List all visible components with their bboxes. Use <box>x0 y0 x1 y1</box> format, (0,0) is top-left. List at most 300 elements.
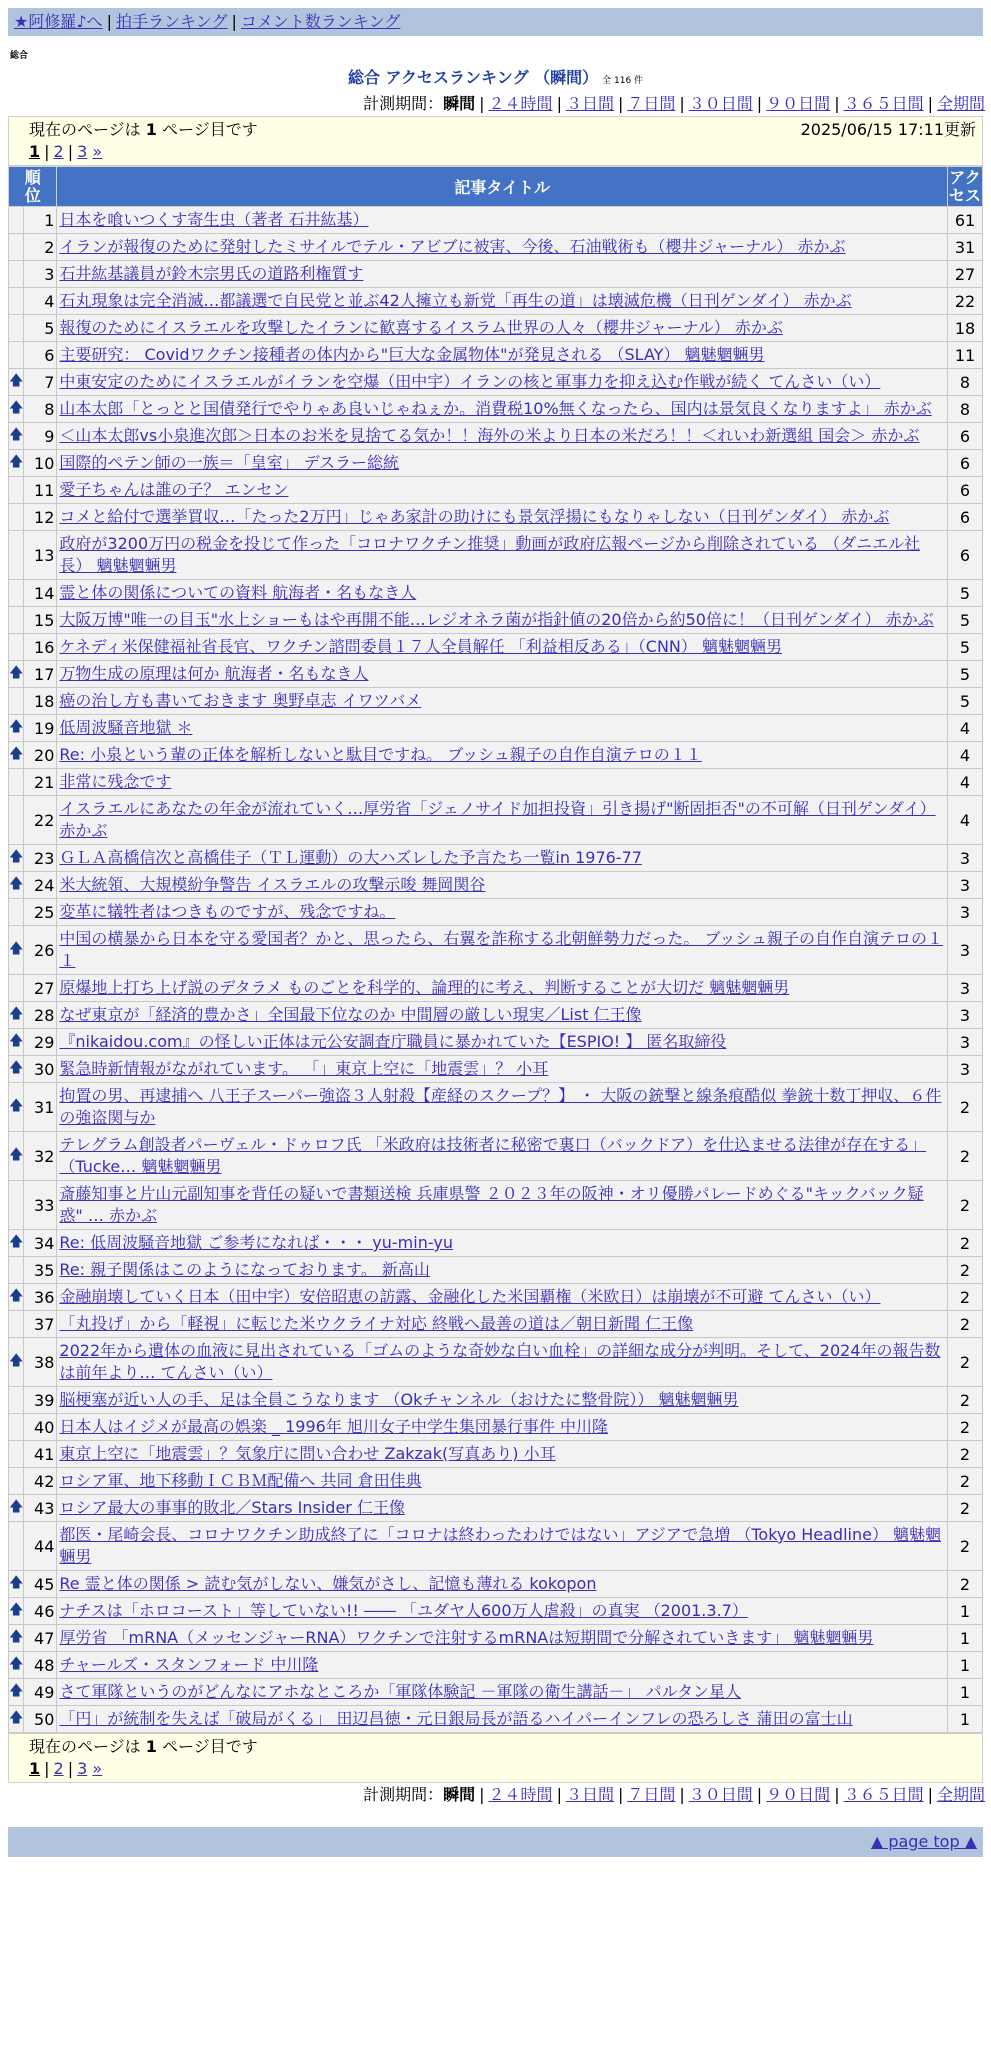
table-row <box>9 1522 983 1571</box>
rank-change-cell <box>9 288 24 315</box>
table-row <box>9 1083 983 1132</box>
footer-bar <box>8 1827 983 1857</box>
table-row <box>9 1311 983 1338</box>
article-link[interactable]: 霊と体の関係についての資料 航海者・名もなき人 <box>59 583 417 602</box>
table-row <box>9 1679 983 1706</box>
rank-number: 1 <box>24 207 57 234</box>
article-title-cell <box>57 1311 948 1338</box>
up-arrow-icon: 🡅 <box>9 1033 24 1049</box>
period-separator: | <box>927 1785 933 1804</box>
article-link[interactable]: 斎藤知事と片山元副知事を背任の疑いで書類送検 兵庫県警 ２０２３年の阪神・オリ優勝パレードめぐる"キックバック疑惑" … 赤かぶ <box>59 1184 924 1225</box>
article-title-cell <box>57 1652 948 1679</box>
article-title-cell <box>57 261 948 288</box>
up-arrow-icon: 🡅 <box>9 1353 24 1369</box>
access-count: 1 <box>948 1652 983 1679</box>
rank-change-cell <box>9 1522 24 1571</box>
rank-change-cell <box>9 975 24 1002</box>
rank-number: 33 <box>24 1181 57 1230</box>
access-count: 3 <box>948 1029 983 1056</box>
article-link[interactable]: 主要研究： Covidワクチン接種者の体内から"巨大な金属物体"が発見される （SLAY） 魑魅魍魎男 <box>59 345 765 364</box>
table-row <box>9 234 983 261</box>
rank-number: 4 <box>24 288 57 315</box>
rank-number: 41 <box>24 1441 57 1468</box>
access-count: 2 <box>948 1495 983 1522</box>
article-link[interactable]: 日本人はイジメが最高の娯楽 _ 1996年 旭川女子中学生集団暴行事件 中川隆 <box>59 1417 608 1436</box>
period-option-link[interactable]: ３６５日間 <box>843 1785 924 1804</box>
period-selector-top <box>0 92 991 116</box>
up-arrow-icon: 🡅 <box>9 1710 24 1726</box>
article-link[interactable]: テレグラム創設者パーヴェル・ドゥロフ氏 「米政府は技術者に秘密で裏口（バックドア）を仕込ませる法律が存在する」（Tucke… 魑魅魍魎男 <box>59 1135 927 1176</box>
article-title-cell <box>57 396 948 423</box>
period-option-link[interactable]: ３０日間 <box>688 94 753 113</box>
article-link[interactable]: 中東安定のためにイスラエルがイランを空爆（田中宇）イランの核と軍事力を抑え込む作戦が続く てんさい（い） <box>59 372 881 391</box>
period-separator: | <box>556 1785 562 1804</box>
article-link[interactable]: Re: 低周波騒音地獄 ご参考になれば・・・ yu-min-yu <box>59 1233 453 1252</box>
period-separator: | <box>556 94 562 113</box>
article-link[interactable]: なぜ東京が「経済的豊かさ」全国最下位なのか 中間層の厳しい現実／List 仁王像 <box>59 1005 642 1024</box>
period-option-link[interactable]: ２４時間 <box>488 1785 553 1804</box>
up-arrow-icon: 🡅 <box>9 1629 24 1645</box>
current-page-number: 1 <box>145 120 157 139</box>
rank-number: 2 <box>24 234 57 261</box>
article-link[interactable]: 「円」が統制を失えば「破局がくる」 田辺昌徳・元日銀局長が語るハイパーインフレの恐ろしさ 蒲田の富士山 <box>59 1709 853 1728</box>
table-row <box>9 1495 983 1522</box>
rank-number: 3 <box>24 261 57 288</box>
table-row <box>9 1625 983 1652</box>
access-header: アク セス <box>949 167 982 205</box>
up-arrow-icon: 🡅 <box>9 400 24 416</box>
article-link[interactable]: 『nikaidou.com』の怪しい正体は元公安調査庁職員に暴かれていた【ESPIO! 】 匿名取締役 <box>59 1032 727 1051</box>
page-link[interactable]: 3 <box>77 1759 88 1778</box>
article-title-cell <box>57 1181 948 1230</box>
article-link[interactable]: 拘置の男、再逮捕へ 八王子スーパー強盗３人射殺【産経のスクープ？】 ・ 大阪の銃撃と線条痕酷似 拳銃十数丁押収、６件の強盗関与か <box>59 1086 942 1127</box>
rank-number: 7 <box>24 369 57 396</box>
rank-change-cell <box>9 607 24 634</box>
table-row <box>9 531 983 580</box>
table-row <box>9 1284 983 1311</box>
table-row <box>9 1257 983 1284</box>
article-link[interactable]: 大阪万博"唯一の目玉"水上ショーもはや再開不能…レジオネラ菌が指針値の20倍から約50倍に！（日刊ゲンダイ） 赤かぶ <box>59 610 934 629</box>
article-link[interactable]: 愛子ちゃんは誰の子？ エンセン <box>59 480 289 499</box>
article-link[interactable]: コメと給付で選挙買収…「たった2万円」じゃあ家計の助けにも景気浮揚にもなりゃしない（日刊ゲンダイ） 赤かぶ <box>59 507 890 526</box>
table-row <box>9 1441 983 1468</box>
up-arrow-icon: 🡅 <box>9 941 24 957</box>
rank-change-cell <box>9 207 24 234</box>
table-row <box>9 1706 983 1733</box>
rank-number: 43 <box>24 1495 57 1522</box>
rank-number: 35 <box>24 1257 57 1284</box>
page-title <box>0 67 991 92</box>
article-title-cell <box>57 1706 948 1733</box>
title-header: 記事タイトル <box>57 167 948 207</box>
table-row <box>9 661 983 688</box>
table-row <box>9 975 983 1002</box>
article-title-cell <box>57 634 948 661</box>
table-row <box>9 1652 983 1679</box>
rank-number: 23 <box>24 845 57 872</box>
article-link[interactable]: 国際的ペテン師の一族＝「皇室」 デスラー総統 <box>59 453 400 472</box>
up-arrow-icon: 🡅 <box>9 1234 24 1250</box>
home-link[interactable]: ★阿修羅♪へ <box>14 12 103 31</box>
rank-change-cell <box>9 1311 24 1338</box>
rank-number: 12 <box>24 504 57 531</box>
table-row <box>9 342 983 369</box>
rank-number: 32 <box>24 1132 57 1181</box>
rank-number: 30 <box>24 1056 57 1083</box>
page-link[interactable]: 2 <box>53 1759 64 1778</box>
rank-change-cell <box>9 1181 24 1230</box>
article-link[interactable]: 低周波騒音地獄 ＊ <box>59 718 193 737</box>
article-link[interactable]: 変革に犠牲者はつきものですが、残念ですね。 <box>59 902 396 921</box>
article-title-cell <box>57 1284 948 1311</box>
article-link[interactable]: 米大統領、大規模紛争警告 イスラエルの攻撃示唆 舞岡関谷 <box>59 875 486 894</box>
rank-change-cell <box>9 504 24 531</box>
article-link[interactable]: ロシア最大の事事的敗北／Stars Insider 仁王像 <box>59 1498 405 1517</box>
up-arrow-icon: 🡅 <box>9 1098 24 1114</box>
rank-number: 26 <box>24 926 57 975</box>
article-title-cell <box>57 1132 948 1181</box>
rank-change-cell <box>9 1468 24 1495</box>
period-separator: | <box>834 1785 840 1804</box>
article-title-cell <box>57 899 948 926</box>
article-link[interactable]: 非常に残念です <box>59 772 172 791</box>
article-link[interactable]: ＜山本太郎vs小泉進次郎＞日本のお米を見捨てる気か！！海外の米より日本の米だろ！！＜れいわ新選組 国会＞ 赤かぶ <box>59 426 920 445</box>
period-option-link[interactable]: 全期間 <box>936 1785 985 1804</box>
table-row <box>9 796 983 845</box>
rank-number: 13 <box>24 531 57 580</box>
article-title-cell <box>57 1495 948 1522</box>
period-option-link[interactable]: ９０日間 <box>766 94 831 113</box>
article-link[interactable]: イランが報復のために発射したミサイルでテル・アビブに被害、今後、石油戦術も（櫻井ジャーナル） 赤かぶ <box>59 237 846 256</box>
article-title-cell <box>57 207 948 234</box>
article-link[interactable]: 東京上空に「地震雲」？気象庁に問い合わせ Zakzak(写真あり) 小耳 <box>59 1444 556 1463</box>
period-current: 瞬間 <box>443 94 476 113</box>
ranking-table <box>8 166 983 1733</box>
rank-change-cell <box>9 261 24 288</box>
period-option-link[interactable]: ３６５日間 <box>843 94 924 113</box>
access-count: 4 <box>948 742 983 769</box>
rank-change-cell <box>9 423 24 450</box>
article-link[interactable]: ＧＬＡ高橋信次と高橋佳子（ＴＬ運動）の大ハズレした予言たち一覧in 1976-77 <box>59 848 642 867</box>
table-row <box>9 1414 983 1441</box>
rank-change-cell <box>9 1598 24 1625</box>
article-link[interactable]: 山本太郎「とっとと国債発行でやりゃあ良いじゃねぇか。消費税10%無くなったら、国内は景気良くなりますよ」 赤かぶ <box>59 399 932 418</box>
access-count: 1 <box>948 1706 983 1733</box>
article-link[interactable]: 金融崩壊していく日本（田中宇）安倍昭恵の訪露、金融化した米国覇権（米欧日）は崩壊が不可避 てんさい（い） <box>59 1287 881 1306</box>
article-link[interactable]: Re: 親子関係はこのようになっております。 新高山 <box>59 1260 430 1279</box>
table-row <box>9 1002 983 1029</box>
article-title-cell <box>57 1002 948 1029</box>
article-title-cell <box>57 1441 948 1468</box>
table-row <box>9 261 983 288</box>
table-row <box>9 315 983 342</box>
rank-number: 15 <box>24 607 57 634</box>
rank-number: 17 <box>24 661 57 688</box>
rank-number: 47 <box>24 1625 57 1652</box>
period-option-link[interactable]: ７日間 <box>627 1785 676 1804</box>
paging-box-top <box>8 116 983 166</box>
rank-change-cell <box>9 234 24 261</box>
article-title-cell <box>57 1598 948 1625</box>
period-separator: | <box>617 94 624 113</box>
rank-number: 50 <box>24 1706 57 1733</box>
rank-change-cell <box>9 872 24 899</box>
rank-change-cell <box>9 1679 24 1706</box>
article-link[interactable]: 石丸現象は完全消滅…都議選で自民党と並ぶ42人擁立も新党「再生の道」は壊滅危機（日刊ゲンダイ） 赤かぶ <box>59 291 852 310</box>
up-arrow-icon: 🡅 <box>9 1602 24 1618</box>
access-count: 2 <box>948 1387 983 1414</box>
period-option-link[interactable]: ３日間 <box>565 94 614 113</box>
rank-number: 40 <box>24 1414 57 1441</box>
article-link[interactable]: 緊急時新情報がながれています。 「」東京上空に「地震雲」？ 小耳 <box>59 1059 549 1078</box>
rank-number: 5 <box>24 315 57 342</box>
rank-change-cell <box>9 1284 24 1311</box>
article-link[interactable]: 日本を喰いつくす寄生虫（著者 石井紘基） <box>59 210 369 229</box>
rank-number: 19 <box>24 715 57 742</box>
article-link[interactable]: 癌の治し方も書いておきます 奥野卓志 イワツバメ <box>59 691 422 710</box>
rank-number: 8 <box>24 396 57 423</box>
category-label: 総合 <box>10 51 29 61</box>
rank-change-cell <box>9 477 24 504</box>
nav-separator: | <box>231 12 237 31</box>
rank-change-cell <box>9 1056 24 1083</box>
up-arrow-icon: 🡅 <box>9 454 24 470</box>
access-count: 8 <box>948 369 983 396</box>
table-row <box>9 423 983 450</box>
article-link[interactable]: Re 霊と体の関係 > 読む気がしない、嫌気がさし、記憶も薄れる kokopon <box>59 1574 597 1593</box>
rank-number: 38 <box>24 1338 57 1387</box>
access-count: 2 <box>948 1230 983 1257</box>
table-row <box>9 396 983 423</box>
access-count: 1 <box>948 1625 983 1652</box>
article-link[interactable]: 都医・尾崎会長、コロナワクチン助成終了に「コロナは終わったわけではない」アジアで急増 （Tokyo Headline） 魑魅魍魎男 <box>59 1525 942 1566</box>
article-title-cell <box>57 342 948 369</box>
period-option-link[interactable]: ７日間 <box>627 94 676 113</box>
article-title-cell <box>57 1257 948 1284</box>
period-current: 瞬間 <box>443 1785 476 1804</box>
article-title-cell <box>57 1387 948 1414</box>
access-count: 5 <box>948 688 983 715</box>
period-selector-bottom <box>0 1783 991 1807</box>
table-row <box>9 742 983 769</box>
rank-change-cell <box>9 1706 24 1733</box>
access-count: 2 <box>948 1132 983 1181</box>
rank-change-cell <box>9 1414 24 1441</box>
page-link[interactable]: 2 <box>53 142 64 161</box>
rank-number: 25 <box>24 899 57 926</box>
up-arrow-icon: 🡅 <box>9 719 24 735</box>
table-row <box>9 1468 983 1495</box>
current-page-text: 現在のページは 1 ページ目です <box>29 1737 258 1756</box>
table-row <box>9 769 983 796</box>
rank-number: 31 <box>24 1083 57 1132</box>
access-count: 2 <box>948 1257 983 1284</box>
article-link[interactable]: さて軍隊というのがどんなにアホなところか「軍隊体験記 －軍隊の衛生講話－」 パルタン星人 <box>59 1682 741 1701</box>
rank-change-cell <box>9 1571 24 1598</box>
article-title-cell <box>57 504 948 531</box>
access-count: 2 <box>948 1571 983 1598</box>
rank-change-cell <box>9 1029 24 1056</box>
article-link[interactable]: 万物生成の原理は何か 航海者・名もなき人 <box>59 664 369 683</box>
access-count: 6 <box>948 450 983 477</box>
rank-change-cell <box>9 1132 24 1181</box>
table-row <box>9 872 983 899</box>
access-count: 6 <box>948 531 983 580</box>
up-arrow-icon: 🡅 <box>9 876 24 892</box>
article-title-cell <box>57 477 948 504</box>
article-link[interactable]: ケネディ米保健福祉省長官、ワクチン諮問委員１７人全員解任 「利益相反ある」（CNN） 魑魅魍魎男 <box>59 637 782 656</box>
next-page-link[interactable]: » <box>92 1759 103 1778</box>
up-arrow-icon: 🡅 <box>9 1006 24 1022</box>
next-page-link[interactable]: » <box>92 142 103 161</box>
period-separator: | <box>756 94 763 113</box>
article-link[interactable]: 政府が3200万円の税金を投じて作った「コロナワクチン推奨」動画が政府広報ページから削除されている （ダニエル社長） 魑魅魍魎男 <box>59 534 921 575</box>
page-top-link[interactable]: ▲ page top ▲ <box>870 1832 977 1851</box>
clap-ranking-link[interactable]: 拍手ランキング <box>115 12 228 31</box>
article-link[interactable]: イスラエルにあなたの年金が流れていく…厚労省「ジェノサイド加担投資」引き揚げ"断固拒否"の不可解（日刊ゲンダイ） 赤かぶ <box>59 799 936 840</box>
article-title-cell <box>57 450 948 477</box>
period-option-link[interactable]: 全期間 <box>936 94 985 113</box>
article-link[interactable]: ロシア軍、地下移動ＩＣＢＭ配備へ 共同 倉田佳典 <box>59 1471 422 1490</box>
page-link[interactable]: 3 <box>77 142 88 161</box>
rank-number: 29 <box>24 1029 57 1056</box>
paging-box-bottom <box>8 1733 983 1783</box>
up-arrow-icon: 🡅 <box>9 665 24 681</box>
access-count: 8 <box>948 396 983 423</box>
rank-change-cell <box>9 769 24 796</box>
access-count: 2 <box>948 1083 983 1132</box>
article-title-cell <box>57 661 948 688</box>
rank-number: 6 <box>24 342 57 369</box>
rank-number: 14 <box>24 580 57 607</box>
period-separator: | <box>756 1785 763 1804</box>
rank-number: 20 <box>24 742 57 769</box>
article-link[interactable]: チャールズ・スタンフォード 中川隆 <box>59 1655 319 1674</box>
rank-number: 27 <box>24 975 57 1002</box>
rank-number: 16 <box>24 634 57 661</box>
period-separator: | <box>479 1785 485 1804</box>
access-count: 3 <box>948 1002 983 1029</box>
rank-change-cell <box>9 1230 24 1257</box>
article-link[interactable]: 脳梗塞が近い人の手、足は全員こうなります （Okチャンネル（おけたに整骨院）） 魑魅魍魎男 <box>59 1390 739 1409</box>
article-title-cell <box>57 1571 948 1598</box>
article-title-cell <box>57 1522 948 1571</box>
up-arrow-icon: 🡅 <box>9 1499 24 1515</box>
table-row <box>9 1181 983 1230</box>
table-row <box>9 580 983 607</box>
article-title-cell <box>57 531 948 580</box>
article-link[interactable]: 石井紘基議員が鈴木宗男氏の道路利権質す <box>59 264 364 283</box>
current-page-number: 1 <box>145 1737 157 1756</box>
access-count: 4 <box>948 796 983 845</box>
article-title-cell <box>57 742 948 769</box>
rank-change-cell <box>9 580 24 607</box>
period-option-link[interactable]: ２４時間 <box>488 94 553 113</box>
top-nav <box>8 8 983 36</box>
access-count: 3 <box>948 899 983 926</box>
article-title-cell <box>57 580 948 607</box>
table-row <box>9 845 983 872</box>
period-option-link[interactable]: ３日間 <box>565 1785 614 1804</box>
rank-change-cell <box>9 926 24 975</box>
rank-number: 18 <box>24 688 57 715</box>
article-link[interactable]: 中国の横暴から日本を守る愛国者？かと、思ったら、右翼を詐称する北朝鮮勢力だった。 ブッシュ親子の自作自演テロの１１ <box>59 929 944 970</box>
rank-change-cell <box>9 1387 24 1414</box>
table-row <box>9 207 983 234</box>
article-link[interactable]: 2022年から遺体の血液に見出されている「ゴムのような奇妙な白い血栓」の詳細な成分が判明。そして、2024年の報告数は前年より… てんさい（い） <box>59 1341 941 1382</box>
comment-ranking-link[interactable]: コメント数ランキング <box>240 12 401 31</box>
rank-number: 9 <box>24 423 57 450</box>
table-row <box>9 1571 983 1598</box>
article-link[interactable]: Re: 小泉という輩の正体を解析しないと駄目ですね。 ブッシュ親子の自作自演テロの１１ <box>59 745 702 764</box>
rank-change-cell <box>9 715 24 742</box>
access-count: 3 <box>948 845 983 872</box>
period-option-link[interactable]: ３０日間 <box>688 1785 753 1804</box>
rank-change-cell <box>9 531 24 580</box>
article-link[interactable]: 原爆地上打ち上げ説のデタラメ ものごとを科学的、論理的に考え、判断することが大切だ 魑魅魍魎男 <box>59 978 790 997</box>
period-separator: | <box>834 94 840 113</box>
up-arrow-icon: 🡅 <box>9 1575 24 1591</box>
access-count: 2 <box>948 1311 983 1338</box>
rank-change-cell <box>9 396 24 423</box>
rank-number: 42 <box>24 1468 57 1495</box>
article-title-cell <box>57 1230 948 1257</box>
rank-header: 順 位 <box>9 167 57 207</box>
table-row <box>9 607 983 634</box>
access-count: 2 <box>948 1338 983 1387</box>
page-separator: | <box>44 142 50 161</box>
rank-change-cell <box>9 315 24 342</box>
article-link[interactable]: ナチスは「ホロコースト」等していない!! ―― 「ユダヤ人600万人虐殺」の真実 （2001.3.7） <box>59 1601 748 1620</box>
table-row <box>9 288 983 315</box>
access-count: 27 <box>948 261 983 288</box>
article-title-cell <box>57 926 948 975</box>
rank-change-cell <box>9 369 24 396</box>
rank-number: 45 <box>24 1571 57 1598</box>
period-separator: | <box>927 94 933 113</box>
period-option-link[interactable]: ９０日間 <box>766 1785 831 1804</box>
access-count: 2 <box>948 1441 983 1468</box>
rank-change-cell <box>9 899 24 926</box>
page-separator: | <box>67 142 74 161</box>
article-link[interactable]: 厚労省 「mRNA（メッセンジャーRNA）ワクチンで注射するmRNAは短期間で分解されていきます」 魑魅魍魎男 <box>59 1628 874 1647</box>
rank-change-cell <box>9 1652 24 1679</box>
access-count: 3 <box>948 1056 983 1083</box>
article-title-cell <box>57 1083 948 1132</box>
access-count: 2 <box>948 1468 983 1495</box>
table-row <box>9 1029 983 1056</box>
rank-change-cell <box>9 1002 24 1029</box>
article-link[interactable]: 報復のためにイスラエルを攻撃したイランに歓喜するイスラム世界の人々（櫻井ジャーナル） 赤かぶ <box>59 318 783 337</box>
rank-change-cell <box>9 1338 24 1387</box>
up-arrow-icon: 🡅 <box>9 1147 24 1163</box>
article-title-cell <box>57 688 948 715</box>
access-count: 1 <box>948 1598 983 1625</box>
up-arrow-icon: 🡅 <box>9 1060 24 1076</box>
article-title-cell <box>57 796 948 845</box>
table-row <box>9 688 983 715</box>
rank-change-cell <box>9 688 24 715</box>
table-row <box>9 1598 983 1625</box>
rank-number: 34 <box>24 1230 57 1257</box>
up-arrow-icon: 🡅 <box>9 849 24 865</box>
table-row <box>9 1230 983 1257</box>
article-link[interactable]: 「丸投げ」から「軽視」に転じた米ウクライナ対応 終戦へ最善の道は／朝日新聞 仁王像 <box>59 1314 694 1333</box>
access-count: 1 <box>948 1679 983 1706</box>
rank-change-cell <box>9 742 24 769</box>
article-title-cell <box>57 845 948 872</box>
rank-number: 28 <box>24 1002 57 1029</box>
